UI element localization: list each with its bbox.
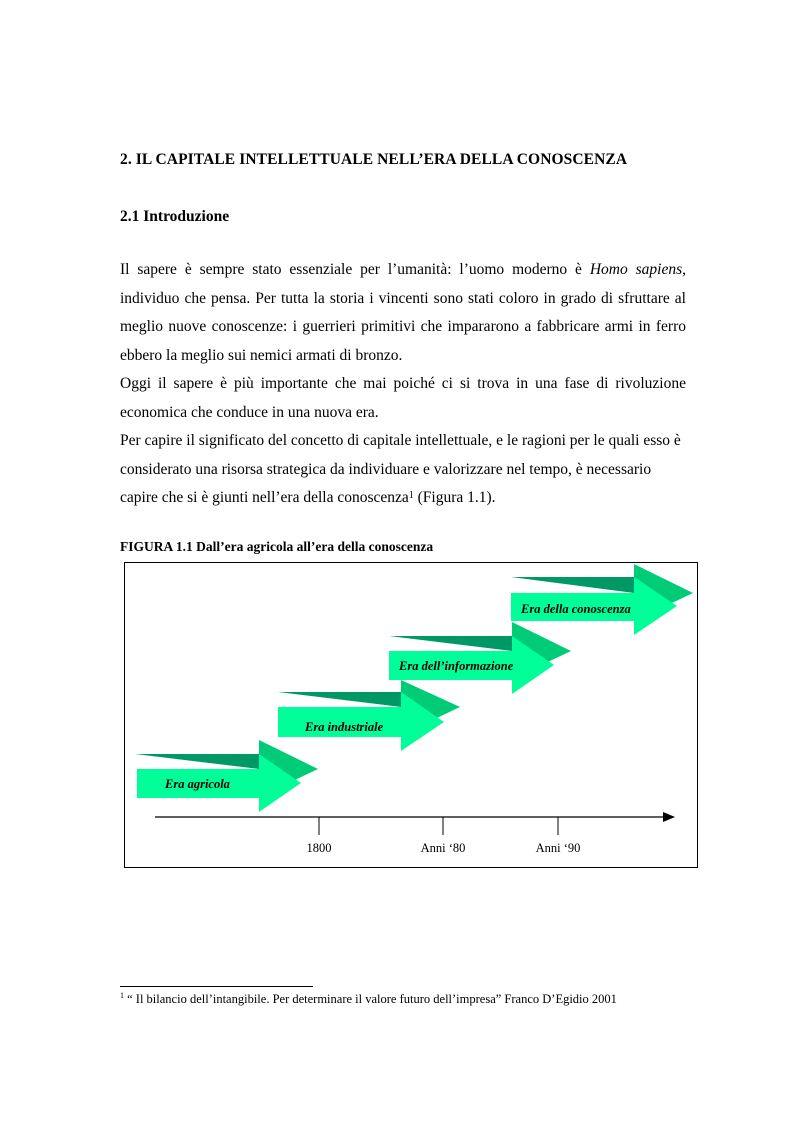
paragraph-1 <box>120 256 686 370</box>
paragraph-3-end: (Figura 1.1). <box>413 489 496 506</box>
footnote-number: 1 <box>120 991 124 1000</box>
era-label-industriale: Era industriale <box>305 720 384 734</box>
era-arrow-conoscenza <box>511 564 693 635</box>
era-label-informazione: Era dell’informazione <box>399 659 514 673</box>
era-arrow-informazione <box>389 622 571 694</box>
era-arrow-agricola <box>135 740 318 812</box>
paragraph-3 <box>120 427 686 513</box>
figure-caption: FIGURA 1.1 Dall’era agricola all’era della conoscenza <box>120 539 434 554</box>
section-title: 2.1 Introduzione <box>120 208 230 225</box>
era-arrow-industriale <box>278 680 460 751</box>
body-text <box>120 256 686 513</box>
timeline-arrowhead-icon <box>663 812 675 822</box>
footnote-divider <box>120 986 313 987</box>
era-label-conoscenza: Era della conoscenza <box>521 602 631 616</box>
tick-label-anni-90: Anni ‘90 <box>535 841 581 855</box>
tick-label-anni-80: Anni ‘80 <box>420 841 466 855</box>
chapter-title: 2. IL CAPITALE INTELLETTUALE NELL’ERA DELLA CONOSCENZA <box>120 151 628 168</box>
homo-sapiens-term: Homo sapiens <box>589 261 683 278</box>
paragraph-3-start: Per capire il significato del concetto di capitale intellettuale, e le ragioni per le quali esso è considerato una risorsa strategica da individuare e valorizzare nel tempo, è necessario capire che si è giunti nell’era della conoscenza <box>120 432 681 506</box>
timeline-axis <box>155 812 675 855</box>
footnote <box>120 992 617 1007</box>
tick-label-1800: 1800 <box>306 841 332 855</box>
era-label-agricola: Era agricola <box>165 777 230 791</box>
paragraph-1-end: , individuo che pensa. Per tutta la storia i vincenti sono stati coloro in grado di sfruttare al meglio nuove conoscenze: i guerrieri primitivi che impararono a fabbricare armi in ferro ebbero la meglio sui nemici armati di bronzo. <box>120 261 686 364</box>
era-timeline-diagram <box>125 563 699 869</box>
figure-frame <box>124 562 698 868</box>
footnote-text: “ Il bilancio dell’intangibile. Per determinare il valore futuro dell’impresa” Franco D’Egidio 2001 <box>124 992 617 1006</box>
paragraph-1-start: Il sapere è sempre stato essenziale per l’umanità: l’uomo moderno è <box>120 261 590 278</box>
paragraph-2: Oggi il sapere è più importante che mai poiché ci si trova in una fase di rivoluzione economica che conduce in una nuova era. <box>120 375 686 421</box>
footnote-reference[interactable]: 1 <box>408 490 414 501</box>
